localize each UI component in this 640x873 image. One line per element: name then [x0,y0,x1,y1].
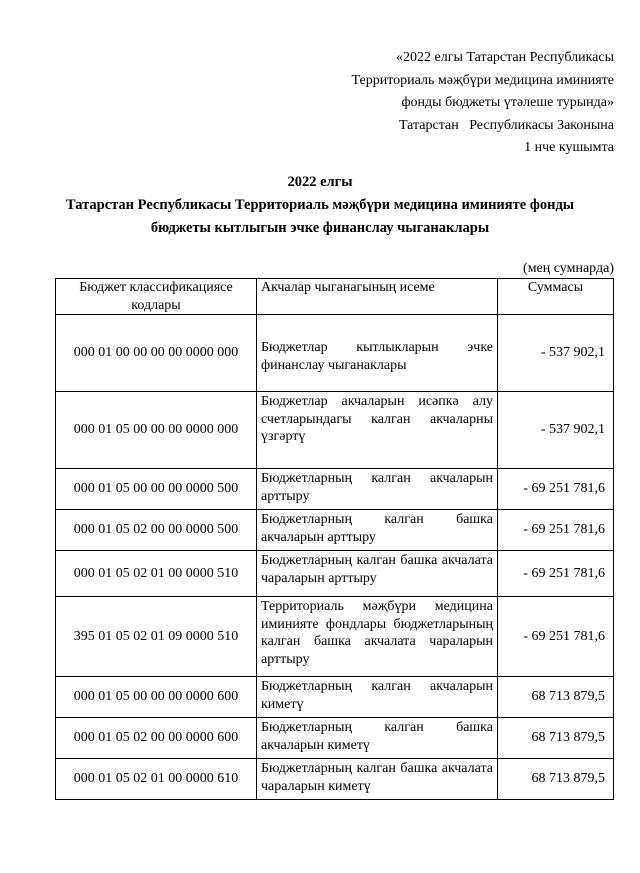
header-line-3: фонды бюджеты үтәлеше турында» [401,95,614,110]
header-line-1: «2022 елгы Татарстан Республикасы [396,50,614,65]
column-header-name: Акчалар чыганагының исеме [257,279,498,315]
law-reference-header [351,47,614,160]
column-header-amount: Суммасы [498,279,614,315]
row-name: Бюджетларның калган акчаларын арттыру [257,469,498,510]
row-name: Бюджетлар акчаларын исәпкә алу счетларындагы калган акчаларны үзгәртү [257,392,498,469]
table-row [56,759,614,800]
row-amount: 68 713 879,5 [498,759,614,800]
row-code: 000 01 05 02 00 00 0000 600 [56,718,257,759]
row-name: Бюджетларның калган башка акчалата чараларын киметү [257,759,498,800]
row-code: 395 01 05 02 01 09 0000 510 [56,597,257,677]
row-code: 000 01 00 00 00 00 0000 000 [56,315,257,392]
row-amount: - 69 251 781,6 [498,597,614,677]
header-line-2: Территориаль мәҗбүри медицина иминияте [351,72,614,88]
row-name: Бюджетларның калган башка акчаларын киметү [257,718,498,759]
row-code: 000 01 05 00 00 00 0000 500 [56,469,257,510]
row-amount: - 537 902,1 [498,315,614,392]
row-name: Бюджетларның калган башка акчаларын арттыру [257,510,498,551]
unit-note: (мең сумнарда) [523,261,614,276]
table-header-row [56,279,614,315]
document-title [0,171,640,240]
table-row [56,392,614,469]
row-amount: - 69 251 781,6 [498,469,614,510]
header-line-4: Татарстан Республикасы Законына [398,117,614,133]
row-name: Бюджетларның калган акчаларын киметү [257,677,498,718]
row-name: Территориаль мәҗбүри медицина иминияте фондлары бюджетларының калган башка акчалата чараларын арттыру [257,597,498,677]
row-amount: - 537 902,1 [498,392,614,469]
row-name: Бюджетлар кытлыкларын эчке финанслау чыганаклары [257,315,498,392]
row-amount: 68 713 879,5 [498,718,614,759]
table-row [56,718,614,759]
row-code: 000 01 05 00 00 00 0000 600 [56,677,257,718]
row-name: Бюджетларның калган башка акчалата чараларын арттыру [257,551,498,597]
table-row [56,315,614,392]
table-row [56,551,614,597]
table-row [56,469,614,510]
row-code: 000 01 05 02 01 00 0000 610 [56,759,257,800]
title-line-2: Татарстан Республикасы Территориаль мәҗбүри медицина иминияте фонды [65,197,575,213]
row-code: 000 01 05 02 00 00 0000 500 [56,510,257,551]
row-amount: 68 713 879,5 [498,677,614,718]
table-row [56,510,614,551]
title-year: 2022 елгы [287,174,353,190]
row-code: 000 01 05 02 01 00 0000 510 [56,551,257,597]
table-row [56,597,614,677]
row-amount: - 69 251 781,6 [498,551,614,597]
row-code: 000 01 05 00 00 00 0000 000 [56,392,257,469]
title-line-3: бюджеты кытлыгын эчке финанслау чыганаклары [150,220,490,236]
financing-sources-table [55,278,614,800]
column-header-code: Бюджет классификациясе кодлары [56,279,257,315]
appendix-number: 1 нче кушымта [524,140,614,155]
table-row [56,677,614,718]
row-amount: - 69 251 781,6 [498,510,614,551]
